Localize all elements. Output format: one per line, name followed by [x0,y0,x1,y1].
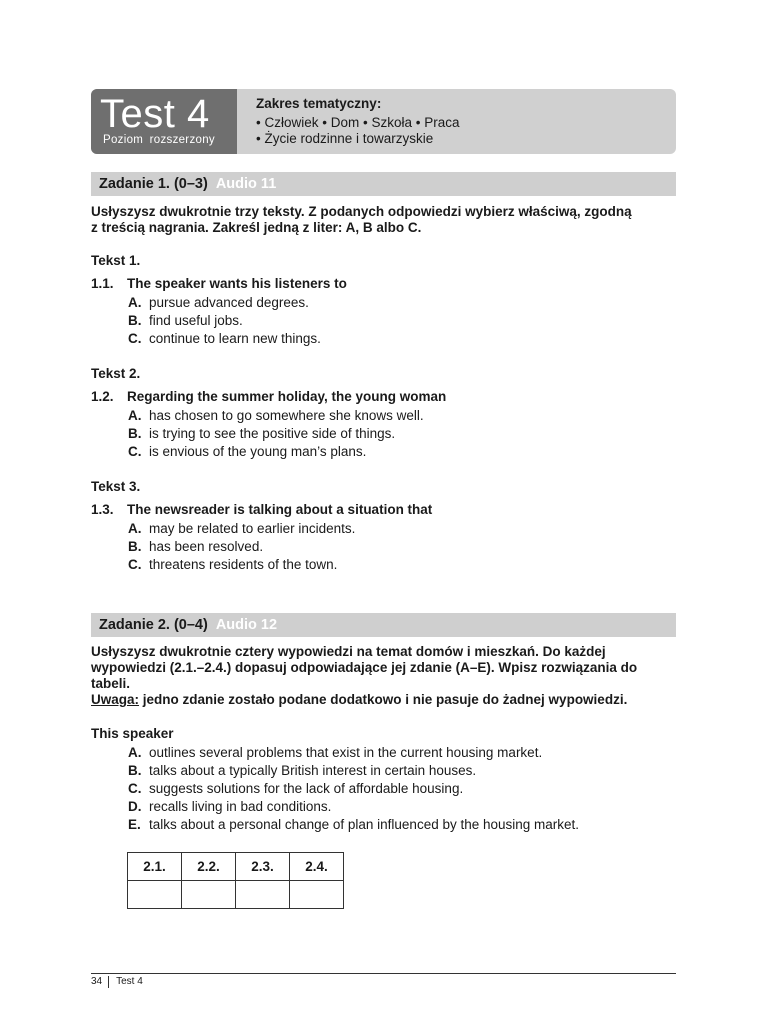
option-text: is trying to see the positive side of things. [149,426,396,441]
topics-heading: Zakres tematyczny: [256,96,382,111]
test-title-block [91,89,237,154]
task1-instruction [91,204,676,236]
text-heading: Tekst 3. [91,479,141,494]
option [128,816,579,834]
footer-section: Test 4 [116,976,143,987]
option[interactable] [128,520,355,538]
options-1-2 [128,407,424,461]
option[interactable] [128,330,321,348]
option-text: has chosen to go somewhere she knows well. [149,408,424,423]
task2-stem: This speaker [91,726,174,741]
option-letter: A. [128,745,142,760]
option-text: talks about a personal change of plan influenced by the housing market. [149,817,580,832]
topics-line-2: • Życie rodzinne i towarzyskie [256,131,434,146]
task1-audio-label: Audio 11 [215,176,277,192]
option[interactable] [128,312,321,330]
option[interactable] [128,556,355,574]
option[interactable] [128,425,424,443]
task2-instruction-line: wypowiedzi (2.1.–2.4.) dopasuj odpowiadające jej zdanie (A–E). Wpisz rozwiązania do [91,660,638,675]
test-level: Poziom rozszerzony [103,134,215,146]
option [128,798,579,816]
option-letter: C. [128,557,142,572]
option[interactable] [128,443,424,461]
option-letter: B. [128,539,142,554]
option-text: may be related to earlier incidents. [149,521,356,536]
question-1-1 [91,276,347,292]
option-text: suggests solutions for the lack of affordable housing. [149,781,464,796]
question-1-3 [91,502,432,518]
option-text: is envious of the young man’s plans. [149,444,367,459]
task2-label: Zadanie 2. (0–4) [99,617,208,633]
option-text: continue to learn new things. [149,331,321,346]
answer-cell[interactable] [236,881,290,909]
option[interactable] [128,407,424,425]
options-1-1 [128,294,321,348]
task1-instruction-line: Usłyszysz dwukrotnie trzy teksty. Z podanych odpowiedzi wybierz właściwą, zgodną [91,204,632,219]
task2-instruction [91,644,676,708]
option-letter: B. [128,763,142,778]
option-text: outlines several problems that exist in the current housing market. [149,745,543,760]
answer-cell[interactable] [182,881,236,909]
footer-divider [108,976,109,988]
task2-note [91,692,676,708]
answer-cell[interactable] [128,881,182,909]
question-text: Regarding the summer holiday, the young woman [127,389,447,404]
option-letter: B. [128,313,142,328]
footer-rule [91,973,676,974]
question-number: 1.1. [91,276,114,291]
task1-label: Zadanie 1. (0–3) [99,176,208,192]
option-letter: C. [128,781,142,796]
option[interactable] [128,294,321,312]
question-number: 1.3. [91,502,114,517]
option [128,762,579,780]
option-text: find useful jobs. [149,313,243,328]
option-text: has been resolved. [149,539,264,554]
topics-box [256,96,459,147]
answer-table-header: 2.4. [290,853,344,881]
option-letter: A. [128,408,142,423]
task2-audio-label: Audio 12 [215,617,278,633]
task2-options [128,744,579,834]
page-number: 34 [91,976,103,987]
topics-line-1: • Człowiek • Dom • Szkoła • Praca [256,115,460,130]
question-number: 1.2. [91,389,114,404]
option-letter: B. [128,426,142,441]
option-letter: C. [128,444,142,459]
note-text: jedno zdanie zostało podane dodatkowo i nie pasuje do żadnej wypowiedzi. [139,692,628,707]
question-text: The speaker wants his listeners to [127,276,347,291]
task2-bar [91,613,676,637]
option-text: recalls living in bad conditions. [149,799,332,814]
test-title: Test 4 [100,92,210,136]
option [128,780,579,798]
answer-table-header-row [128,853,344,881]
task2-instruction-line: Usłyszysz dwukrotnie cztery wypowiedzi na temat domów i mieszkań. Do każdej [91,644,606,659]
option[interactable] [128,538,355,556]
task1-bar [91,172,676,196]
answer-cell[interactable] [290,881,344,909]
answer-table [127,852,344,909]
option-text: pursue advanced degrees. [149,295,309,310]
option-letter: C. [128,331,142,346]
question-1-2 [91,389,446,405]
text-heading: Tekst 1. [91,253,141,268]
task1-instruction-line: z treścią nagrania. Zakreśl jedną z liter: A, B albo C. [91,220,422,235]
answer-table-input-row [128,881,344,909]
answer-table-header: 2.2. [182,853,236,881]
answer-table-header: 2.3. [236,853,290,881]
option-text: threatens residents of the town. [149,557,338,572]
note-label: Uwaga: [91,692,140,707]
task2-instruction-line: tabeli. [91,676,131,691]
option-letter: E. [128,817,141,832]
option [128,744,579,762]
page-footer [91,976,143,988]
question-text: The newsreader is talking about a situation that [127,502,433,517]
test-header [91,89,676,154]
option-text: talks about a typically British interest in certain houses. [149,763,477,778]
options-1-3 [128,520,355,574]
option-letter: A. [128,295,142,310]
answer-table-header: 2.1. [128,853,182,881]
option-letter: A. [128,521,142,536]
option-letter: D. [128,799,142,814]
text-heading: Tekst 2. [91,366,141,381]
